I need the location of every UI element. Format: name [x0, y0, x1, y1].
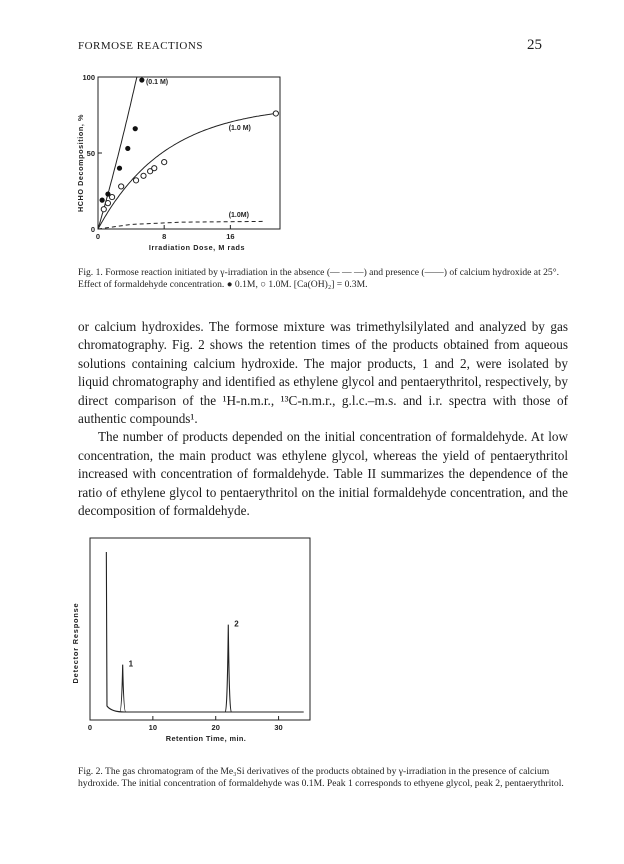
point-1-0M	[152, 166, 157, 171]
peak-1	[120, 665, 126, 712]
y-tick-label: 100	[82, 73, 95, 82]
x-tick-label: 16	[226, 232, 235, 241]
x-tick-label: 0	[87, 723, 93, 732]
series-label-0-1M: (0.1 M)	[145, 78, 169, 86]
y-tick-label: 50	[86, 149, 95, 158]
point-1-0M	[162, 160, 167, 165]
x-axis-label: Irradiation Dose, M rads	[148, 243, 246, 252]
point-1-0M	[105, 201, 110, 206]
plot-frame	[90, 538, 310, 720]
x-tick-label: 8	[162, 232, 167, 241]
curve-0-1M	[98, 77, 144, 229]
point-0-1M	[133, 126, 138, 131]
chromatogram-baseline	[106, 552, 303, 712]
x-tick-label: 30	[274, 723, 283, 732]
paragraph-2: The number of products depended on the initial concentration of formaldehyde. At low concentration, the main product was ethylene glycol, whereas the yield of pentaerythritol increased with concentration of formaldehyde. Table II summarizes the dependence of the ratio of ethylene glycol to pentaerythritol on the initial formaldehyde concentration, and the decomposition of formaldehyde.	[78, 429, 568, 519]
series-label-1-0M-dashed: (1.0M)	[228, 211, 249, 219]
figure1-caption: Fig. 1. Formose reaction initiated by γ-irradiation in the absence (— — —) and presence (——) of calcium hydroxide at 25°. Effect of formaldehyde concentration. ● 0.1M, ○ 1.0M. [Ca(OH)₂] = 0.3M.	[78, 267, 559, 290]
figure2-caption: Fig. 2. The gas chromatogram of the Me₃Si derivatives of the products obtained by γ-irradiation in the presence of calcium hydroxide. The initial concentration of formaldehyde was 0.1M. Peak 1 corresponds to ethyene glycol, peak 2, pentaerythritol.	[78, 766, 564, 789]
x-tick-label: 20	[211, 723, 220, 732]
x-axis-label: Retention Time, min.	[165, 734, 247, 743]
point-1-0M	[273, 111, 278, 116]
page-number: 25	[527, 37, 542, 53]
figure1-chart	[60, 65, 300, 255]
point-1-0M	[119, 184, 124, 189]
peak-2	[225, 625, 231, 712]
y-tick-label: 0	[90, 225, 95, 234]
point-0-1M	[125, 146, 130, 151]
point-0-1M	[139, 77, 144, 82]
paragraph-1: or calcium hydroxides. The formose mixture was trimethylsilylated and analyzed by gas chromatography. Fig. 2 shows the retention times of the products obtained from aqueous solutions containing calcium hydroxide. The major products, 1 and 2, were isolated by liquid chromatography and identified as ethylene glycol and pentaerythritol, respectively, by direct comparison of the ¹H-n.m.r., ¹³C-n.m.r., g.l.c.–m.s. and i.r. spectra with those of authentic compounds¹.	[78, 319, 568, 427]
figure2-chart	[60, 528, 330, 750]
peak-label-1: 1	[128, 659, 134, 669]
point-1-0M	[141, 173, 146, 178]
series-label-1-0M: (1.0 M)	[228, 125, 251, 133]
point-1-0M	[101, 207, 106, 212]
point-1-0M	[133, 178, 138, 183]
x-tick-label: 0	[95, 232, 101, 241]
point-1-0M	[109, 194, 114, 199]
curve-1-0M-no-calcium	[98, 221, 263, 229]
y-axis-label: Detector Response	[71, 602, 80, 684]
point-0-1M	[100, 198, 105, 203]
plot-frame	[98, 77, 280, 229]
running-title: FORMOSE REACTIONS	[78, 40, 203, 52]
body-text	[78, 318, 568, 520]
point-0-1M	[117, 166, 122, 171]
x-tick-label: 10	[148, 723, 158, 732]
y-axis-label: HCHO Decomposition, %	[76, 113, 85, 213]
peak-label-2: 2	[234, 619, 239, 629]
